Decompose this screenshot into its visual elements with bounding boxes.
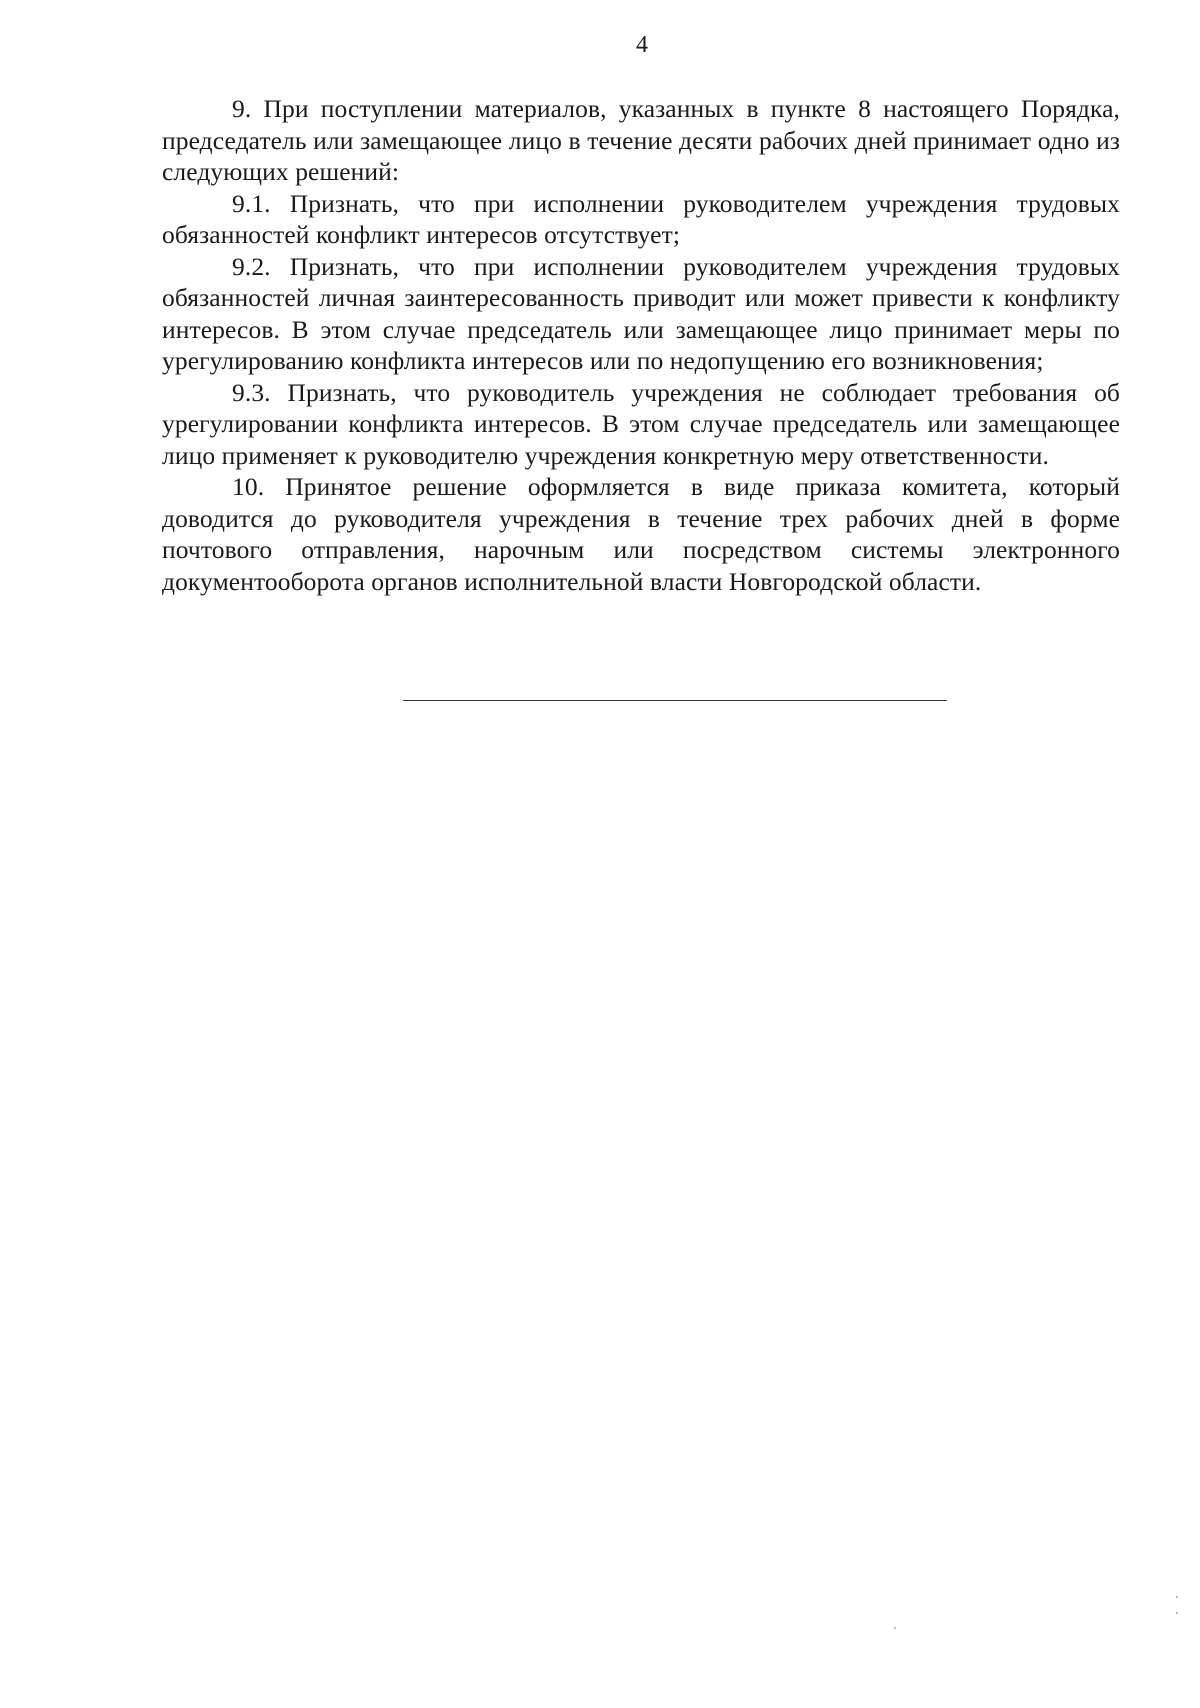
document-body	[162, 93, 1120, 597]
page-number: 4	[636, 32, 648, 58]
paragraph-9-2: 9.2. Признать, что при исполнении руководителем учреждения трудовых обязанностей личная заинтересованность приводит или может привести к конфликту интересов. В этом случае председатель или замещающее лицо принимает меры по урегулированию конфликта интересов или по недопущению его возникновения;	[162, 251, 1120, 375]
scan-speck	[1176, 1612, 1178, 1614]
paragraph-9: 9. При поступлении материалов, указанных в пункте 8 настоящего Порядка, председатель или замещающее лицо в течение десяти рабочих дней принимает одно из следующих решений:	[162, 94, 1120, 186]
paragraph-9-1: 9.1. Признать, что при исполнении руководителем учреждения трудовых обязанностей конфликт интересов отсутствует;	[162, 188, 1120, 249]
scan-speck	[894, 1627, 896, 1629]
paragraph-9-3: 9.3. Признать, что руководитель учреждения не соблюдает требования об урегулировании конфликта интересов. В этом случае председатель или замещающее лицо применяет к руководителю учреждения конкретную меру ответственности.	[162, 377, 1120, 470]
paragraph-10: 10. Принятое решение оформляется в виде приказа комитета, который доводится до руководителя учреждения в течение трех рабочих дней в форме почтового отправления, нарочным или посредством системы электронного документооборота органов исполнительной власти Новгородской области.	[162, 472, 1120, 596]
end-of-text-rule	[403, 700, 947, 701]
scan-speck	[1176, 1596, 1178, 1598]
